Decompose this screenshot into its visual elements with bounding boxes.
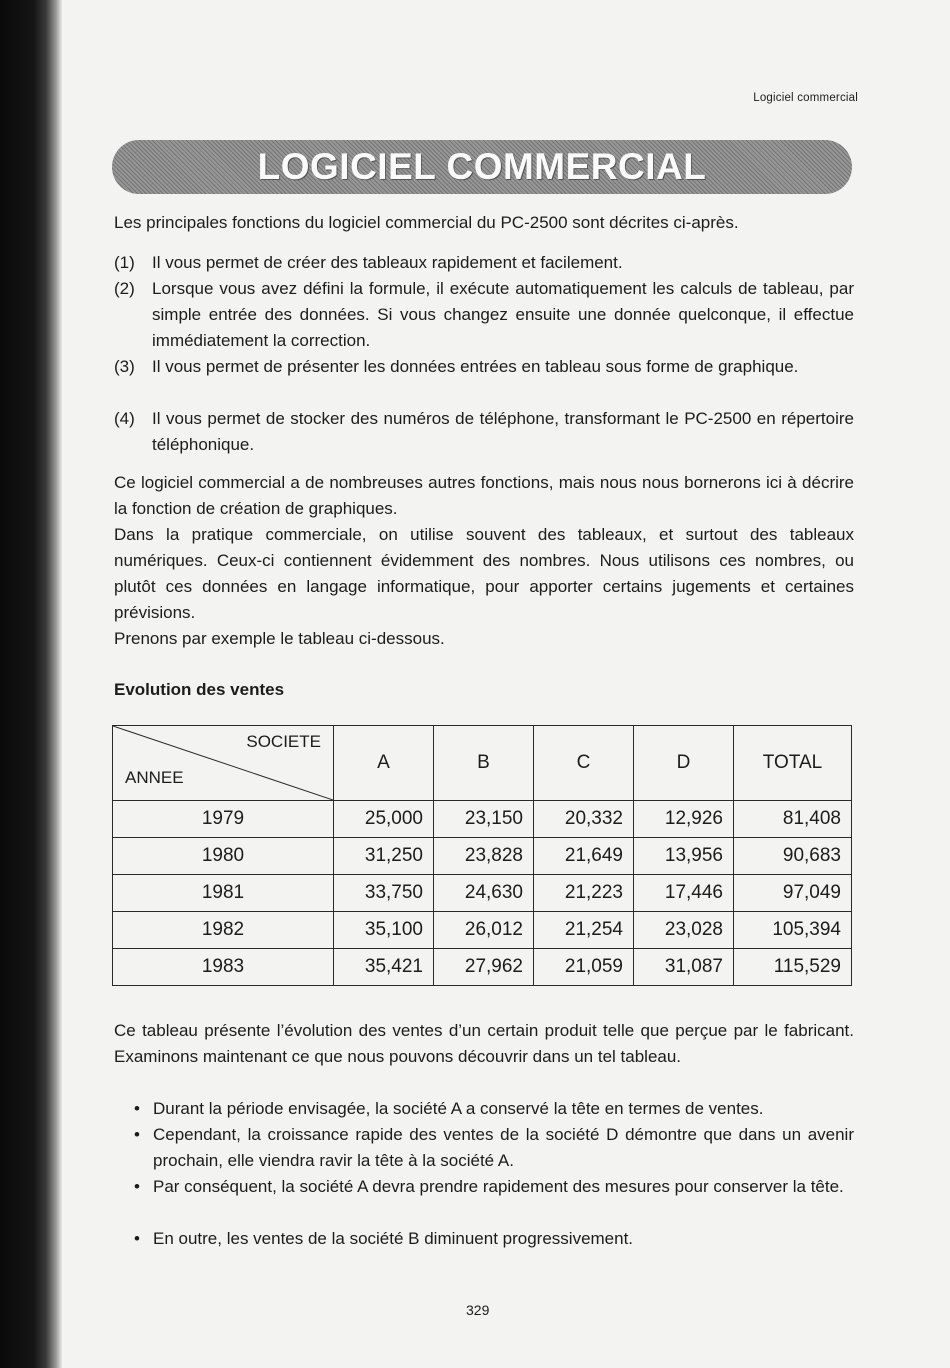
column-header: A	[334, 726, 434, 801]
bullet-item	[136, 1174, 854, 1200]
bullet-icon: •	[134, 1125, 140, 1144]
bullet-text: En outre, les ventes de la société B diminuent progressivement.	[153, 1229, 634, 1248]
function-text: Il vous permet de présenter les données entrées en tableau sous forme de graphique.	[152, 357, 799, 376]
function-item	[114, 354, 854, 380]
table-cell: 21,649	[534, 838, 634, 875]
function-text: Lorsque vous avez défini la formule, il exécute automatiquement les calculs de tableau, par simple entrée des données. Si vous changez ensuite une donnée quelconque, il effectue immédiatement la correction.	[152, 279, 854, 350]
page-number: 329	[466, 1302, 490, 1318]
function-number: (2)	[114, 279, 135, 298]
book-binding-shadow	[0, 0, 62, 1368]
bullet-text: Cependant, la croissance rapide des ventes de la société D démontre que dans un avenir prochain, elle viendra ravir la tête à la société A.	[153, 1125, 854, 1170]
paragraph: Ce logiciel commercial a de nombreuses autres fonctions, mais nous nous bornerons ici à décrire la fonction de création de graphiques.	[114, 473, 854, 518]
bullet-icon: •	[134, 1229, 140, 1248]
year-cell: 1981	[113, 875, 334, 912]
table-cell: 105,394	[734, 912, 852, 949]
year-cell: 1980	[113, 838, 334, 875]
corner-label-year: ANNEE	[125, 768, 184, 787]
running-head: Logiciel commercial	[753, 92, 858, 104]
function-number: (4)	[114, 409, 135, 428]
table-cell: 23,150	[434, 801, 534, 838]
intro-text: Les principales fonctions du logiciel commercial du PC-2500 sont décrites ci-après.	[114, 213, 739, 232]
paragraph: Dans la pratique commerciale, on utilise souvent des tableaux, et surtout des tableaux numériques. Ceux-ci contiennent évidemment des nombres. Nous utilisons ces nombres, ou plutôt ces données en langage informatique, pour apporter certains jugements et certaines prévisions.	[114, 525, 854, 622]
function-item	[114, 276, 854, 354]
column-header: TOTAL	[734, 726, 852, 801]
table-cell: 31,250	[334, 838, 434, 875]
analysis-paragraph: Ce tableau présente l’évolution des ventes d’un certain produit telle que perçue par le fabricant. Examinons maintenant ce que nous pouvons découvrir dans un tel tableau.	[114, 1021, 854, 1066]
table-cell: 21,059	[534, 949, 634, 986]
table-cell: 115,529	[734, 949, 852, 986]
function-text: Il vous permet de créer des tableaux rapidement et facilement.	[152, 253, 623, 272]
bullet-icon: •	[134, 1099, 140, 1118]
table-cell: 90,683	[734, 838, 852, 875]
bullet-item	[136, 1096, 854, 1122]
column-header: B	[434, 726, 534, 801]
bullet-text: Durant la période envisagée, la société A a conservé la tête en termes de ventes.	[153, 1099, 764, 1118]
function-text: Il vous permet de stocker des numéros de téléphone, transformant le PC-2500 en répertoire téléphonique.	[152, 409, 854, 454]
title-banner	[112, 140, 852, 194]
page-title: LOGICIEL COMMERCIAL	[257, 146, 707, 187]
paragraph: Prenons par exemple le tableau ci-dessous.	[114, 629, 445, 648]
bullet-icon: •	[134, 1177, 140, 1196]
table-cell: 35,100	[334, 912, 434, 949]
table-cell: 17,446	[634, 875, 734, 912]
corner-label-company: SOCIETE	[246, 732, 321, 751]
table-cell: 23,028	[634, 912, 734, 949]
column-header: C	[534, 726, 634, 801]
table-row	[113, 912, 852, 949]
table-row	[113, 838, 852, 875]
table-cell: 25,000	[334, 801, 434, 838]
table-heading: Evolution des ventes	[114, 680, 285, 699]
table-header-row	[113, 726, 852, 801]
table-cell: 81,408	[734, 801, 852, 838]
table-cell: 12,926	[634, 801, 734, 838]
function-item	[114, 250, 854, 276]
year-cell: 1979	[113, 801, 334, 838]
table-cell: 23,828	[434, 838, 534, 875]
column-header: D	[634, 726, 734, 801]
year-cell: 1983	[113, 949, 334, 986]
table-row	[113, 801, 852, 838]
table-cell: 24,630	[434, 875, 534, 912]
table-corner-cell	[113, 726, 334, 801]
sales-table	[112, 725, 852, 986]
year-cell: 1982	[113, 912, 334, 949]
function-number: (1)	[114, 253, 135, 272]
function-number: (3)	[114, 357, 135, 376]
bullet-text: Par conséquent, la société A devra prendre rapidement des mesures pour conserver la tête.	[153, 1177, 844, 1196]
table-cell: 20,332	[534, 801, 634, 838]
table-cell: 21,223	[534, 875, 634, 912]
table-cell: 21,254	[534, 912, 634, 949]
table-cell: 13,956	[634, 838, 734, 875]
table-cell: 97,049	[734, 875, 852, 912]
table-row	[113, 949, 852, 986]
bullet-item	[136, 1226, 854, 1252]
table-row	[113, 875, 852, 912]
table-cell: 31,087	[634, 949, 734, 986]
bullet-item	[136, 1122, 854, 1174]
table-cell: 33,750	[334, 875, 434, 912]
function-item	[114, 406, 854, 458]
table-cell: 35,421	[334, 949, 434, 986]
table-cell: 27,962	[434, 949, 534, 986]
table-cell: 26,012	[434, 912, 534, 949]
